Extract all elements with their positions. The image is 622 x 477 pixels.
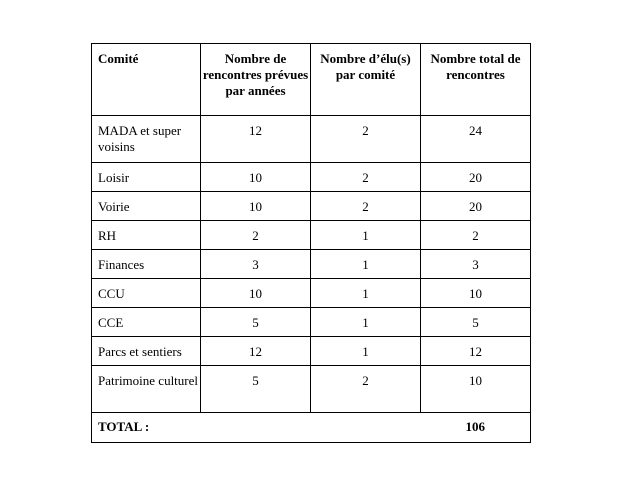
table-row — [92, 163, 531, 192]
header-elected-per-committee: Nombre d’élu(s) par comité — [311, 44, 421, 116]
total-meetings: 10 — [421, 279, 531, 308]
committee-name: Parcs et sentiers — [92, 337, 201, 366]
meetings-per-year: 10 — [201, 192, 311, 221]
elected-count: 1 — [311, 279, 421, 308]
total-meetings: 20 — [421, 192, 531, 221]
table-row — [92, 250, 531, 279]
meetings-per-year: 5 — [201, 308, 311, 337]
meetings-per-year: 3 — [201, 250, 311, 279]
total-meetings: 20 — [421, 163, 531, 192]
elected-count: 1 — [311, 250, 421, 279]
committee-name: Voirie — [92, 192, 201, 221]
header-committee: Comité — [92, 44, 201, 116]
elected-count: 1 — [311, 221, 421, 250]
committee-name: CCE — [92, 308, 201, 337]
committee-name: CCU — [92, 279, 201, 308]
elected-count: 2 — [311, 163, 421, 192]
committee-name: Finances — [92, 250, 201, 279]
meetings-per-year: 12 — [201, 337, 311, 366]
meetings-per-year: 2 — [201, 221, 311, 250]
table-row — [92, 221, 531, 250]
elected-count: 2 — [311, 366, 421, 413]
table-row — [92, 308, 531, 337]
table-row — [92, 192, 531, 221]
elected-count: 1 — [311, 337, 421, 366]
meetings-per-year: 12 — [201, 116, 311, 163]
total-meetings: 5 — [421, 308, 531, 337]
total-value: 106 — [421, 413, 531, 443]
table-row — [92, 279, 531, 308]
total-row — [92, 413, 531, 443]
committee-meetings-table — [91, 43, 531, 443]
total-meetings: 2 — [421, 221, 531, 250]
header-total-meetings: Nombre total de rencontres — [421, 44, 531, 116]
total-label: TOTAL : — [92, 413, 421, 443]
table-row — [92, 337, 531, 366]
elected-count: 2 — [311, 116, 421, 163]
meetings-per-year: 10 — [201, 279, 311, 308]
committee-name: Patrimoine culturel — [92, 366, 201, 413]
committee-name: Loisir — [92, 163, 201, 192]
meetings-per-year: 5 — [201, 366, 311, 413]
total-meetings: 12 — [421, 337, 531, 366]
committee-name: MADA et super voisins — [92, 116, 201, 163]
total-meetings: 24 — [421, 116, 531, 163]
total-meetings: 10 — [421, 366, 531, 413]
elected-count: 1 — [311, 308, 421, 337]
total-meetings: 3 — [421, 250, 531, 279]
table-row — [92, 366, 531, 413]
meetings-per-year: 10 — [201, 163, 311, 192]
committee-name: RH — [92, 221, 201, 250]
table-header-row — [92, 44, 531, 116]
elected-count: 2 — [311, 192, 421, 221]
table-row — [92, 116, 531, 163]
header-meetings-per-year: Nombre de rencontres prévues par années — [201, 44, 311, 116]
